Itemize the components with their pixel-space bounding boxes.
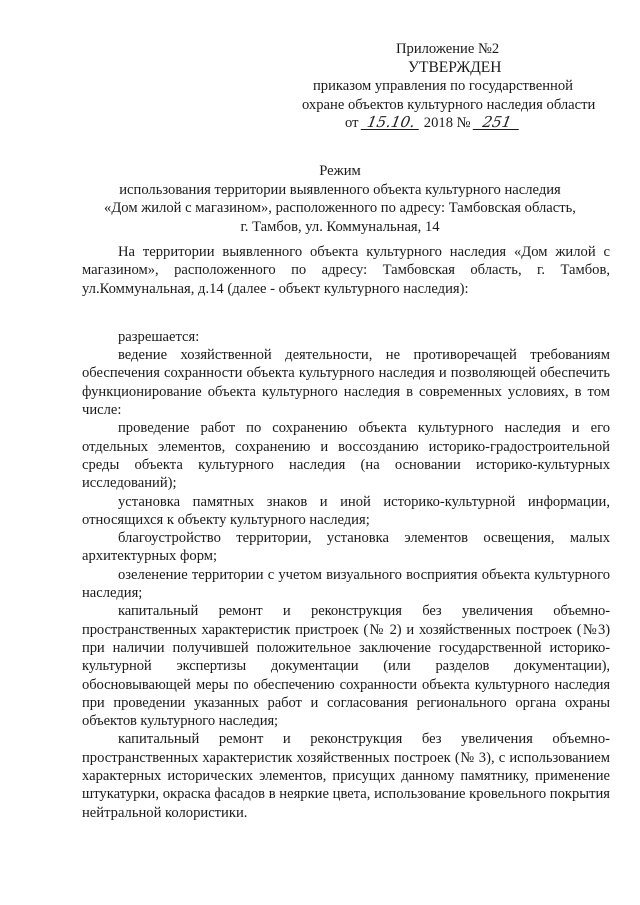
appendix-label: Приложение №2 [396,41,500,57]
year-and-number-label: 2018 № [423,115,471,131]
title-line-4: г. Тамбов, ул. Коммунальная, 14 [240,218,440,235]
order-line-2: охране объектов культурного наследия области [302,96,596,113]
body-item: ведение хозяйственной деятельности, не противоречащей требованиям обеспечения сохранности объекта культурного наследия и позволяющей обеспечить функционирование объекта культурного наследия в современных условиях, в том числе: [82,347,610,419]
body-item: капитальный ремонт и реконструкция без увеличения объемно-пространственных характеристик хозяйственных построек (№ 3), с использованием характерных исторических элементов, присущих данному памятнику, применение штукатурки, окраска фасадов в неяркие цвета, использование кровельного покрытия нейтральной колористики. [82,731,610,821]
body-item: благоустройство территории, установка элементов освещения, малых архитектурных форм; [82,530,610,565]
body-item: капитальный ремонт и реконструкция без увеличения объемно-пространственных характеристик пристроек (№ 2) и хозяйственных построек (№3) при наличии получившей положительное заключение государственной историко-культурной экспертизы документации (или разделов документации), обосновывающей меры по обеспечению сохранности объекта культурного наследия при проведении указанных работ и согласования регионального органа охраны объектов культурного наследия; [82,603,610,730]
document-title [60,162,620,236]
body-item: проведение работ по сохранению объекта культурного наследия и его отдельных элементов, сохранению и воссозданию историко-градостроительной среды объекта культурного наследия (на основании историко-культурных исследований); [82,420,610,492]
body-item: озеленение территории с учетом визуального восприятия объекта культурного наследия; [82,566,610,602]
date-line [300,114,620,133]
title-line-2: использования территории выявленного объекта культурного наследия [119,181,561,198]
approved-label: УТВЕРЖДЕН [408,58,502,76]
intro-paragraph: На территории выявленного объекта культурного наследия «Дом жилой с магазином», расположенного по адресу: Тамбовская область, г. Тамбов, ул.Коммунальная, д.14 (далее - объект культурного наследия): [82,244,610,297]
date-prefix: от [345,115,359,131]
approval-block [300,40,620,133]
permitted-label: разрешается: [118,328,200,345]
title-line-3: «Дом жилой с магазином», расположенного по адресу: Тамбовская область, [104,200,576,216]
handwritten-date: 15.10. [361,115,422,130]
body-item: установка памятных знаков и иной историко-культурной информации, относящихся к объекту культурного наследия; [82,493,610,528]
order-line-1: приказом управления по государственной [313,78,573,94]
title-line-1: Режим [319,163,361,179]
document-body [82,243,610,822]
handwritten-number: 251 [473,115,522,130]
